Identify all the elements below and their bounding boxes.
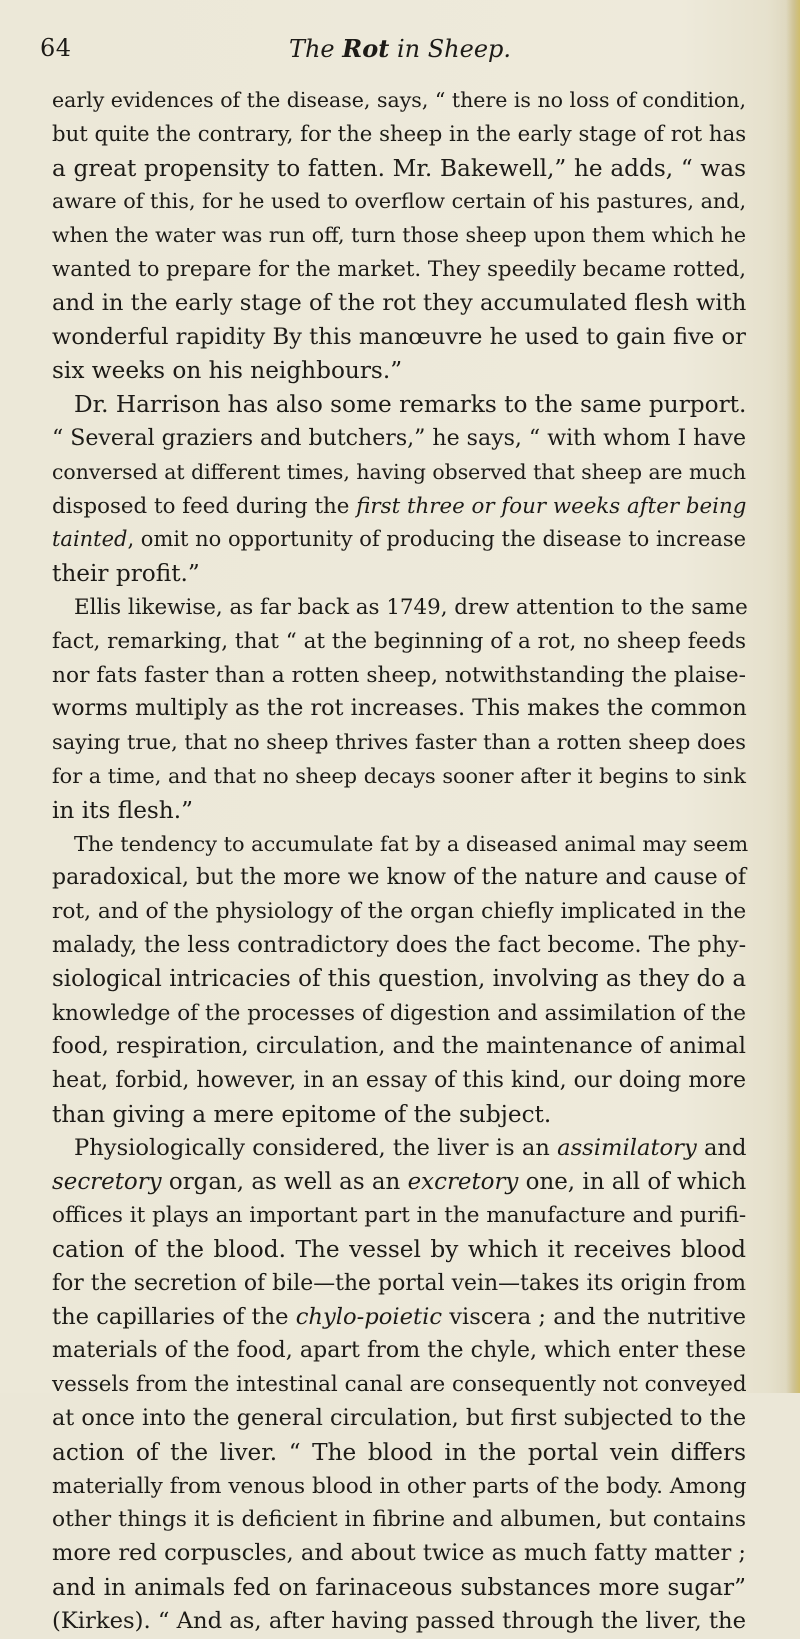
text-line: (Kirkes). “ And as, after having passed through the liver, the [52,1607,746,1634]
text-line: in its flesh.” [52,796,193,824]
text-line: malady, the less contradictory does the fact become. The phy- [52,931,747,958]
text-line: when the water was run off, turn those sheep upon them which he [52,223,746,248]
text-line: early evidences of the disease, says, “ there is no loss of condition, [52,88,746,112]
text-line: Dr. Harrison has also some remarks to the same purport. [74,391,747,419]
text-run: Physiologically considered, the liver is an [74,1134,558,1161]
text-line [52,1301,746,1335]
italic-run: assimilatory [557,1134,697,1161]
page-edge-stain [786,0,800,1393]
running-head [40,34,760,63]
text-line: at once into the general circulation, but first subjected to the [52,1405,747,1432]
text-line: rot, and of the physiology of the organ chiefly implicated in the [52,899,747,925]
text-line: and in animals fed on farinaceous substances more sugar” [52,1574,746,1602]
text-line: wanted to prepare for the market. They speedily became rotted, [52,256,746,282]
text-line: six weeks on his neighbours.” [52,357,403,385]
text-line [52,523,746,557]
text-line: Ellis likewise, as far back as 1749, drew attention to the same [74,594,748,620]
text-line: “ Several graziers and butchers,” he says, “ with whom I have [52,425,747,451]
body-text [52,84,749,1639]
text-line: nor fats faster than a rotten sheep, notwithstanding the plaise- [52,662,746,688]
text-line: knowledge of the processes of digestion and assimilation of the [52,1000,746,1026]
text-line: wonderful rapidity By this manœuvre he used to gain five or [52,323,746,350]
running-head-rot: Rot [342,34,390,63]
text-line: other things it is deficient in fibrine and albumen, but contains [52,1507,747,1533]
text-line: conversed at different times, having observed that sheep are much [52,459,746,484]
text-line: materially from venous blood in other parts of the body. Among [52,1473,747,1499]
text-line: a great propensity to fatten. Mr. Bakewell,” he adds, “ was [52,154,746,182]
running-head-rest: in Sheep. [396,35,512,63]
text-line: The tendency to accumulate fat by a diseased animal may seem [74,831,749,856]
text-run: viscera ; and the nutritive [442,1303,746,1330]
text-line [52,1166,746,1200]
italic-run: secretory [52,1168,162,1195]
text-run: , omit no opportunity of producing the disease to increase [127,527,747,552]
text-line: paradoxical, but the more we know of the nature and cause of [52,865,746,891]
text-line: action of the liver. “ The blood in the portal vein differs [52,1438,746,1466]
text-line: for the secretion of bile—the portal vein—takes its origin from [52,1270,746,1296]
text-line: siological intricacies of this question, involving as they do a [52,965,746,992]
running-head-the: The [288,35,335,63]
text-line: saying true, that no sheep thrives faster than a rotten sheep does [52,730,746,755]
text-line [52,1132,746,1166]
italic-run: first three or four weeks after being [356,493,747,519]
italic-run: chylo-poietic [295,1303,443,1330]
text-line: than giving a mere epitome of the subject. [52,1100,552,1128]
text-line: heat, forbid, however, in an essay of this kind, our doing more [52,1068,746,1094]
text-line: but quite the contrary, for the sheep in the early stage of rot has [52,121,747,147]
text-line [52,490,746,524]
text-line: and in the early stage of the rot they accumulated flesh with [52,289,747,316]
text-line: their profit.” [52,560,200,588]
text-line: offices it plays an important part in the manufacture and purifi- [52,1203,747,1229]
text-line: cation of the blood. The vessel by which it receives blood [52,1236,746,1264]
text-line: vessels from the intestinal canal are consequently not conveyed [52,1372,747,1398]
text-line: food, respiration, circulation, and the maintenance of animal [52,1033,746,1060]
page-number: 64 [40,34,72,62]
text-run: organ, as well as an [161,1168,408,1195]
text-line: materials of the food, apart from the chyle, which enter these [52,1337,746,1364]
text-run: one, in all of which [518,1168,747,1195]
text-line: for a time, and that no sheep decays sooner after it begins to sink [52,763,746,788]
text-run: and [696,1134,747,1161]
text-line: more red corpuscles, and about twice as much fatty matter ; [52,1540,747,1567]
text-run: disposed to feed during the [52,493,357,519]
text-line: fact, remarking, that “ at the beginning of a rot, no sheep feeds [52,628,747,654]
italic-run: tainted [52,527,128,552]
italic-run: excretory [407,1168,519,1195]
text-line: aware of this, for he used to overflow certain of his pastures, and, [52,189,747,214]
text-run: the capillaries of the [52,1303,296,1330]
text-line: worms multiply as the rot increases. This makes the common [52,695,747,722]
page-header [40,34,760,68]
